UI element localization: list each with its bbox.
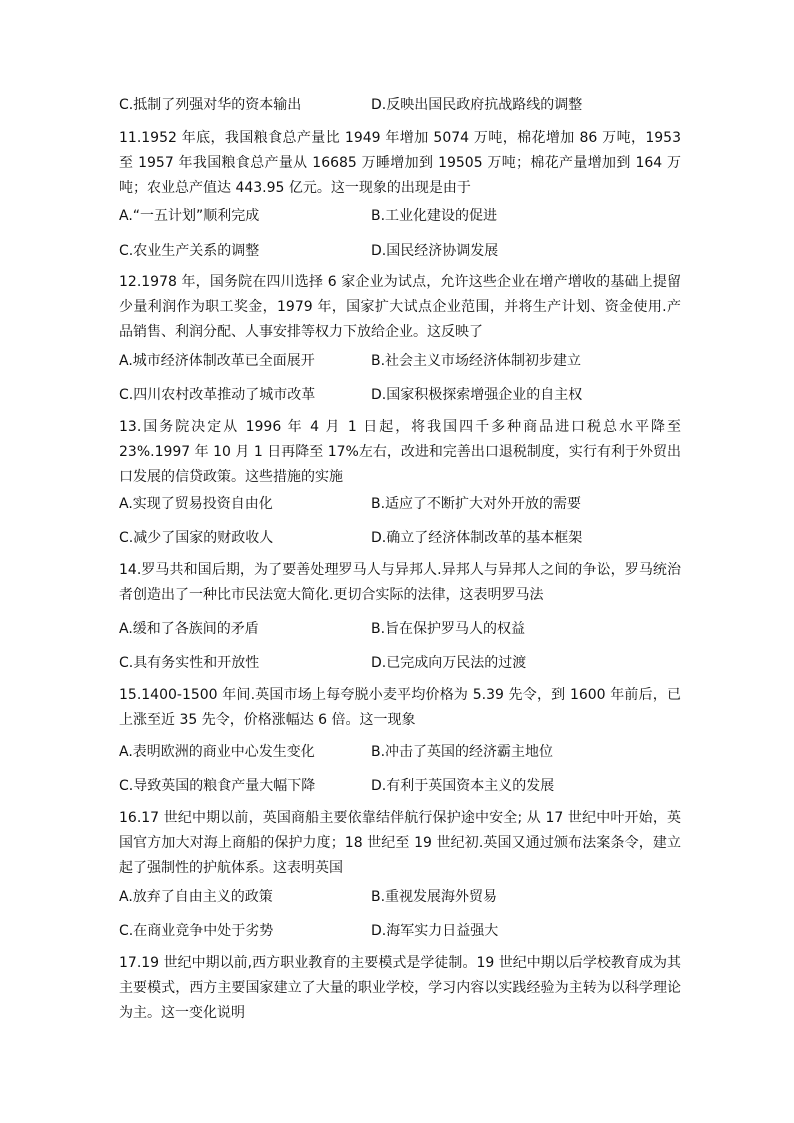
q13-option-d: D.确立了经济体制改革的基本框架 (371, 530, 583, 546)
q13-stem: 13.国务院决定从 1996 年 4 月 1 日起，将我国四千多种商品进口税总水平降至 23%.1997 年 10 月 1 日再降至 17%左右，改进和完善出口退税制度，实行有利于外贸出口发展的信贷政策。这些措施的实施 (119, 419, 681, 485)
q11-option-a: A.“一五计划”顺利完成 (119, 208, 260, 224)
q11-option-c: C.农业生产关系的调整 (119, 243, 260, 259)
q12-option-b: B.社会主义市场经济体制初步建立 (371, 353, 582, 369)
q14-option-c: C.具有务实性和开放性 (119, 655, 260, 671)
q10-option-d: D.反映出国民政府抗战路线的调整 (371, 97, 583, 113)
q16-option-c: C.在商业竞争中处于劣势 (119, 923, 274, 939)
q15-options-row-2 (119, 775, 679, 797)
q16-option-b: B.重视发展海外贸易 (371, 889, 498, 905)
q13-options-row-2 (119, 527, 679, 549)
q11-stem: 11.1952 年底，我国粮食总产量比 1949 年增加 5074 万吨，棉花增加 86 万吨，1953 至 1957 年我国粮食总产量从 16685 万睡增加到 19505 万吨；棉花产量增加到 164 万吨；农业总产值达 443.95 亿元。这一现象的出现是由于 (119, 130, 681, 196)
q15-option-d: D.有利于英国资本主义的发展 (371, 778, 555, 794)
q11-options-row-1 (119, 205, 679, 227)
q14-option-d: D.已完成向万民法的过渡 (371, 655, 527, 671)
q13-option-b: B.适应了不断扩大对外开放的需要 (371, 496, 582, 512)
q12-option-d: D.国家积极探索增强企业的自主权 (371, 387, 583, 403)
q16-option-d: D.海军实力日益强大 (371, 923, 499, 939)
q10-options-row-2 (119, 94, 679, 116)
q15-option-a: A.表明欧洲的商业中心发生变化 (119, 744, 315, 760)
q12-option-a: A.城市经济体制改革已全面展开 (119, 353, 315, 369)
q11-option-d: D.国民经济协调发展 (371, 243, 499, 259)
q12-option-c: C.四川农村改革推动了城市改革 (119, 387, 316, 403)
q15-options-row-1 (119, 741, 679, 763)
q14-options-row-2 (119, 652, 679, 674)
q13-option-a: A.实现了贸易投资自由化 (119, 496, 273, 512)
q15-stem: 15.1400-1500 年间.英国市场上每夸脱小麦平均价格为 5.39 先令，到 1600 年前后，已上涨至近 35 先令，价格涨幅达 6 倍。这一现象 (119, 687, 681, 728)
q15-option-b: B.冲击了英国的经济霸主地位 (371, 744, 554, 760)
q14-option-a: A.缓和了各族间的矛盾 (119, 621, 259, 637)
q14-options-row-1 (119, 618, 679, 640)
q11-option-b: B.工业化建设的促进 (371, 208, 498, 224)
q10-option-c: C.抵制了列强对华的资本输出 (119, 97, 302, 113)
q16-options-row-1 (119, 886, 679, 908)
q12-options-row-2 (119, 384, 679, 406)
q16-stem: 16.17 世纪中期以前，英国商船主要依靠结伴航行保护途中安全; 从 17 世纪中叶开始，英国官方加大对海上商船的保护力度；18 世纪至 19 世纪初.英国又通过颁布法案条令，建立起了强制性的护航体系。这表明英国 (119, 810, 681, 876)
q12-options-row-1 (119, 350, 679, 372)
q15-option-c: C.导致英国的粮食产量大幅下降 (119, 778, 316, 794)
q13-options-row-1 (119, 493, 679, 515)
q11-options-row-2 (119, 240, 679, 262)
q13-option-c: C.减少了国家的财政收人 (119, 530, 274, 546)
q16-options-row-2 (119, 920, 679, 942)
q14-option-b: B.旨在保护罗马人的权益 (371, 621, 526, 637)
q17-stem: 17.19 世纪中期以前,西方职业教育的主要模式是学徒制。19 世纪中期以后学校教育成为其主要模式，西方主要国家建立了大量的职业学校，学习内容以实践经验为主转为以科学理论为主。这一变化说明 (119, 955, 681, 1021)
q12-stem: 12.1978 年，国务院在四川选择 6 家企业为试点，允许这些企业在增产增收的基础上提留少量利润作为职工奖金，1979 年，国家扩大试点企业范围，并将生产计划、资金使用.产品销售、利润分配、人事安排等权力下放给企业。这反映了 (119, 274, 681, 340)
q14-stem: 14.罗马共和国后期，为了要善处理罗马人与异邦人.异邦人与异邦人之间的争讼，罗马统治者创造出了一种比市民法宽大简化.更切合实际的法律，这表明罗马法 (119, 562, 681, 603)
q16-option-a: A.放弃了自由主义的政策 (119, 889, 273, 905)
